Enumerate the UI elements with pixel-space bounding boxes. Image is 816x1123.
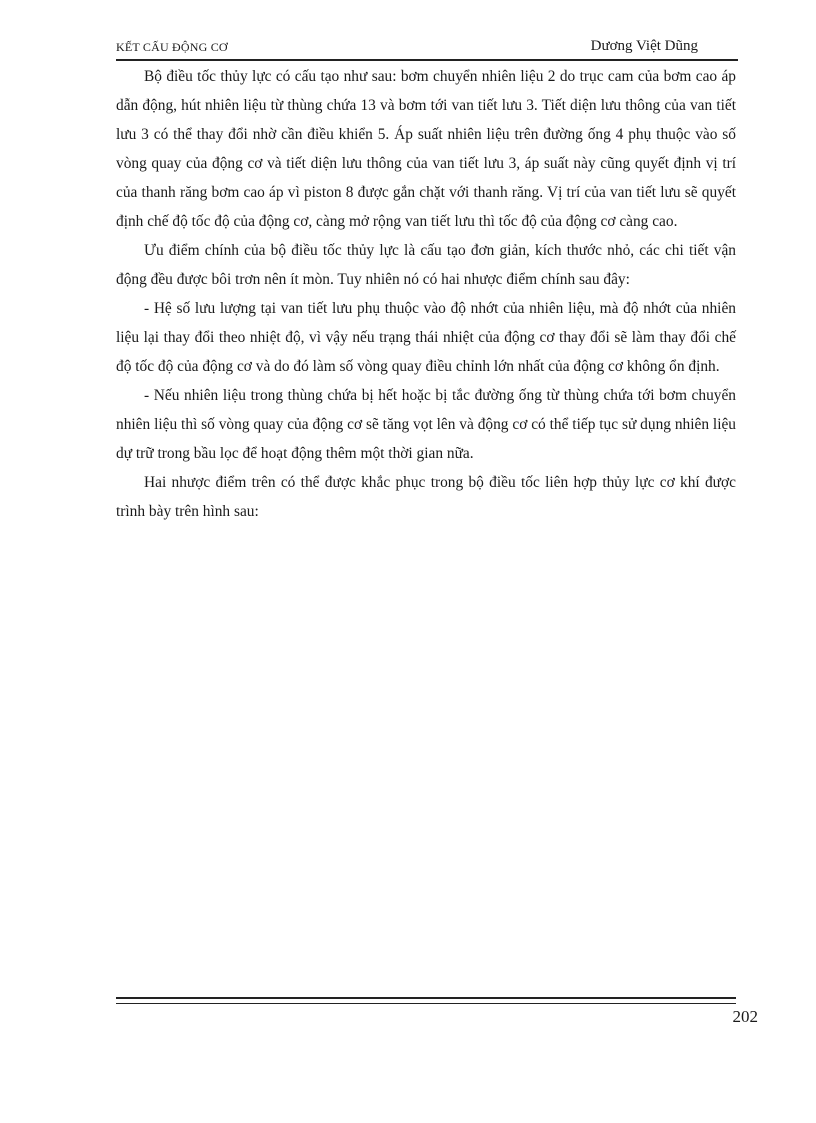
header-author: Dương Việt Dũng [590, 38, 698, 54]
page-number: 202 [732, 1007, 758, 1026]
page-header [116, 38, 738, 60]
footer-divider-thin [116, 1003, 736, 1004]
paragraph-disadvantage-2: - Nếu nhiên liệu trong thùng chứa bị hết hoặc bị tắc đường ống từ thùng chứa tới bơm chuyển nhiên liệu thì số vòng quay của động cơ sẽ tăng vọt lên và động cơ có thể tiếp tục sử dụng nhiên liệu dự trữ trong bầu lọc để hoạt động thêm một thời gian nữa. [116, 387, 736, 462]
body-text [116, 62, 736, 526]
header-divider [116, 59, 738, 61]
paragraph-disadvantage-1: - Hệ số lưu lượng tại van tiết lưu phụ thuộc vào độ nhớt của nhiên liệu, mà độ nhớt của nhiên liệu lại thay đổi theo nhiệt độ, vì vậy nếu trạng thái nhiệt của động cơ thay đổi sẽ làm thay đổi chế độ tốc độ của động cơ và do đó làm số vòng quay điều chỉnh lớn nhất của động cơ không ổn định. [116, 300, 736, 375]
paragraph-governor-structure: Bộ điều tốc thủy lực có cấu tạo như sau: bơm chuyển nhiên liệu 2 do trục cam của bơm cao áp dẫn động, hút nhiên liệu từ thùng chứa 13 và bơm tới van tiết lưu 3. Tiết diện lưu thông của van tiết lưu 3 có thể thay đổi nhờ cần điều khiển 5. Áp suất nhiên liệu trên đường ống 4 phụ thuộc vào số vòng quay của động cơ và tiết diện lưu thông của van tiết lưu 3, áp suất này cũng quyết định vị trí của thanh răng bơm cao áp vì piston 8 được gắn chặt với thanh răng. Vị trí của van tiết lưu sẽ quyết định chế độ tốc độ của động cơ, càng mở rộng van tiết lưu thì tốc độ của động cơ càng cao. [116, 68, 736, 230]
header-chapter-title: KẾT CẤU ĐỘNG CƠ [116, 40, 228, 54]
footer-divider-thick [116, 997, 736, 999]
paragraph-conclusion: Hai nhược điểm trên có thể được khắc phục trong bộ điều tốc liên hợp thủy lực cơ khí được trình bày trên hình sau: [116, 474, 736, 520]
paragraph-advantages: Ưu điểm chính của bộ điều tốc thủy lực là cấu tạo đơn giản, kích thước nhỏ, các chi tiết vận động đều được bôi trơn nên ít mòn. Tuy nhiên nó có hai nhược điểm chính sau đây: [116, 242, 736, 288]
